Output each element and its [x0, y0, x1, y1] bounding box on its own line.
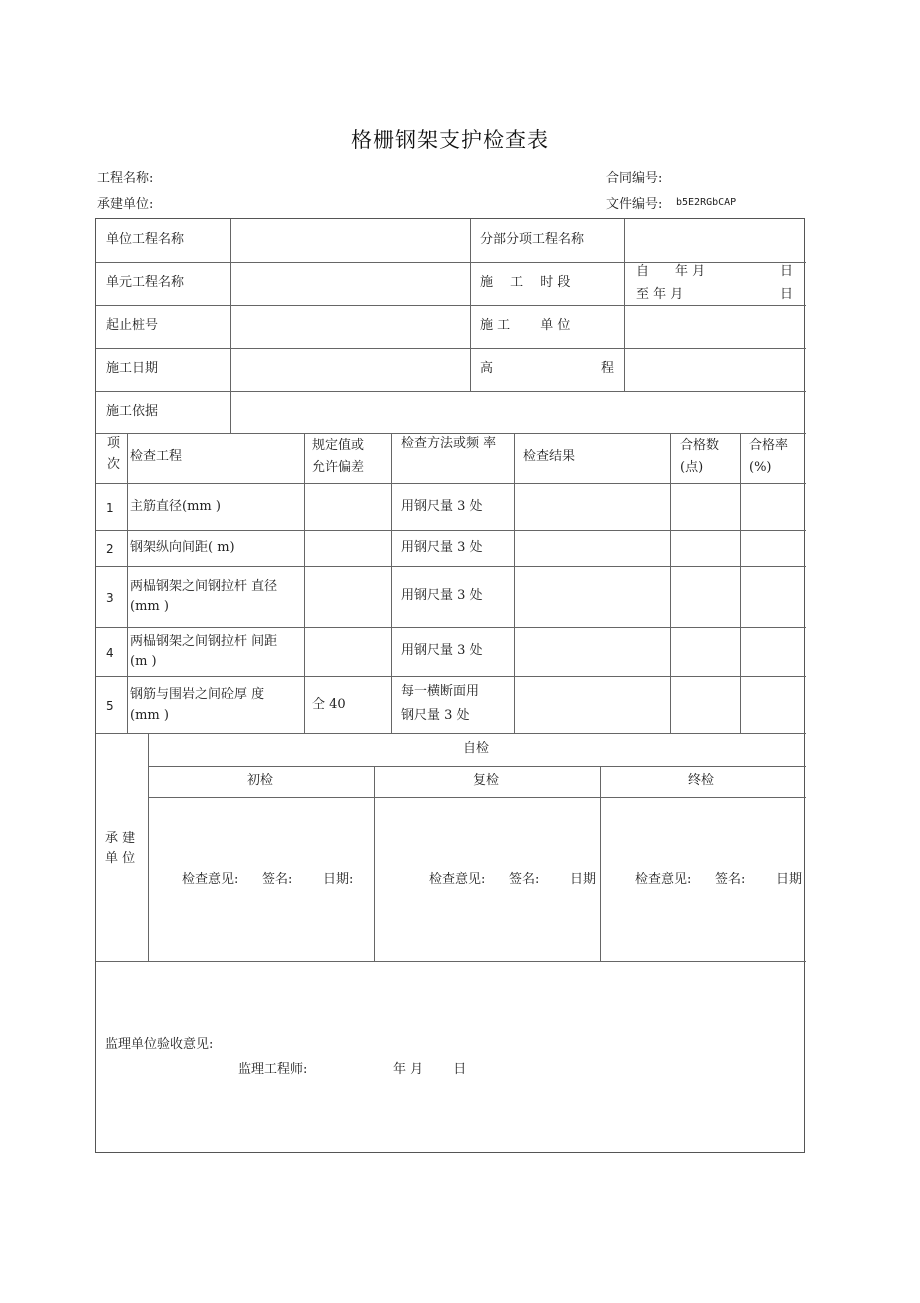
- row-spec: 仝 40: [312, 697, 346, 712]
- row-item-unit: (mm ): [130, 599, 169, 614]
- header-item-no-2: 次: [107, 457, 121, 472]
- elevation-label-end: 程: [601, 361, 615, 376]
- grid-line: [96, 961, 806, 962]
- file-no-label: 文件编号:: [606, 197, 663, 212]
- row-item-unit: (mm ): [130, 708, 169, 723]
- sub-project-label: 分部分项工程名称: [480, 232, 585, 247]
- grid-line: [514, 433, 515, 733]
- basis-label: 施工依据: [106, 404, 159, 419]
- row-no: 3: [106, 591, 114, 605]
- grid-line: [148, 797, 806, 798]
- row-method-2: 钢尺量 3 处: [401, 708, 470, 723]
- check-sign-label: 签名:: [262, 872, 293, 887]
- grid-line: [96, 733, 806, 734]
- period-from: 自 年 月: [636, 264, 706, 279]
- row-item: 主筋直径(mm ): [130, 499, 221, 514]
- check-opinion-label: 检查意见:: [635, 872, 692, 887]
- row-no: 4: [106, 646, 114, 660]
- check-sign-label: 签名:: [715, 872, 746, 887]
- check-date-label: 日期:: [323, 872, 354, 887]
- header-rate-1: 合格率: [749, 438, 789, 453]
- contractor-label: 承建单位:: [97, 197, 154, 212]
- grid-line: [600, 766, 601, 961]
- row-item: 两榀钢架之间钢拉杆 直径: [130, 579, 278, 594]
- check-opinion-label: 检查意见:: [182, 872, 239, 887]
- date-label: 施工日期: [106, 361, 159, 376]
- row-no: 5: [106, 699, 114, 713]
- header-qualified-1: 合格数: [680, 438, 720, 453]
- supervision-opinion-label: 监理单位验收意见:: [105, 1037, 214, 1052]
- grid-line: [740, 433, 741, 733]
- header-item-no-1: 项: [107, 436, 121, 451]
- check-date-label: 日期: [570, 872, 597, 887]
- period-to: 至 年 月: [636, 287, 684, 302]
- grid-line: [624, 219, 625, 391]
- grid-line: [96, 483, 806, 484]
- header-item: 检查工程: [130, 449, 183, 464]
- row-method: 用钢尺量 3 处: [401, 540, 483, 555]
- check-sign-label: 签名:: [509, 872, 540, 887]
- station-label: 起止桩号: [106, 318, 159, 333]
- header-result: 检查结果: [523, 449, 576, 464]
- header-qualified-2: (点): [680, 460, 704, 475]
- file-no-value: b5E2RGbCAP: [676, 197, 737, 208]
- check-opinion-label: 检查意见:: [429, 872, 486, 887]
- header-spec-1: 规定值或: [312, 438, 365, 453]
- grid-line: [304, 433, 305, 733]
- check-date-label: 日期: [776, 872, 803, 887]
- self-check-title: 自检: [463, 741, 490, 756]
- grid-line: [148, 766, 806, 767]
- construction-unit-label: 施 工 单 位: [480, 318, 571, 333]
- contract-no-label: 合同编号:: [606, 171, 663, 186]
- grid-line: [96, 391, 806, 392]
- grid-line: [96, 566, 806, 567]
- grid-line: [96, 676, 806, 677]
- row-item-unit: (m ): [130, 654, 157, 669]
- grid-line: [96, 305, 806, 306]
- row-item: 两榀钢架之间钢拉杆 间距: [130, 634, 278, 649]
- row-no: 2: [106, 542, 114, 556]
- grid-line: [127, 433, 128, 733]
- period-from-day: 日: [780, 264, 794, 279]
- first-check-label: 初检: [247, 773, 274, 788]
- grid-line: [230, 219, 231, 433]
- row-item: 钢架纵向间距( m): [130, 540, 235, 555]
- row-method: 每一横断面用: [401, 684, 480, 699]
- period-to-day: 日: [780, 287, 794, 302]
- row-method: 用钢尺量 3 处: [401, 588, 483, 603]
- header-method: 检查方法或频 率: [401, 436, 497, 451]
- element-project-label: 单元工程名称: [106, 275, 185, 290]
- header-spec-2: 允许偏差: [312, 460, 365, 475]
- grid-line: [148, 733, 149, 961]
- grid-line: [670, 433, 671, 733]
- contractor-side-label-2: 单 位: [105, 851, 136, 866]
- grid-line: [96, 530, 806, 531]
- grid-line: [391, 433, 392, 733]
- inspection-form: [95, 218, 805, 1153]
- period-label: 施 工 时 段: [480, 275, 571, 290]
- supervision-engineer-label: 监理工程师:: [238, 1062, 308, 1077]
- grid-line: [96, 348, 806, 349]
- final-check-label: 终检: [688, 773, 715, 788]
- unit-project-label: 单位工程名称: [106, 232, 185, 247]
- page-title: 格栅钢架支护检查表: [351, 128, 549, 152]
- grid-line: [470, 219, 471, 391]
- contractor-side-label: 承 建: [105, 831, 136, 846]
- row-method: 用钢尺量 3 处: [401, 643, 483, 658]
- row-no: 1: [106, 501, 114, 515]
- grid-line: [96, 627, 806, 628]
- grid-line: [374, 766, 375, 961]
- header-rate-2: (%): [749, 460, 772, 475]
- second-check-label: 复检: [473, 773, 500, 788]
- row-item: 钢筋与围岩之间砼厚 度: [130, 687, 265, 702]
- project-name-label: 工程名称:: [97, 171, 154, 186]
- supervision-date-label: 年 月 日: [393, 1062, 467, 1077]
- row-method: 用钢尺量 3 处: [401, 499, 483, 514]
- elevation-label: 高: [480, 361, 494, 376]
